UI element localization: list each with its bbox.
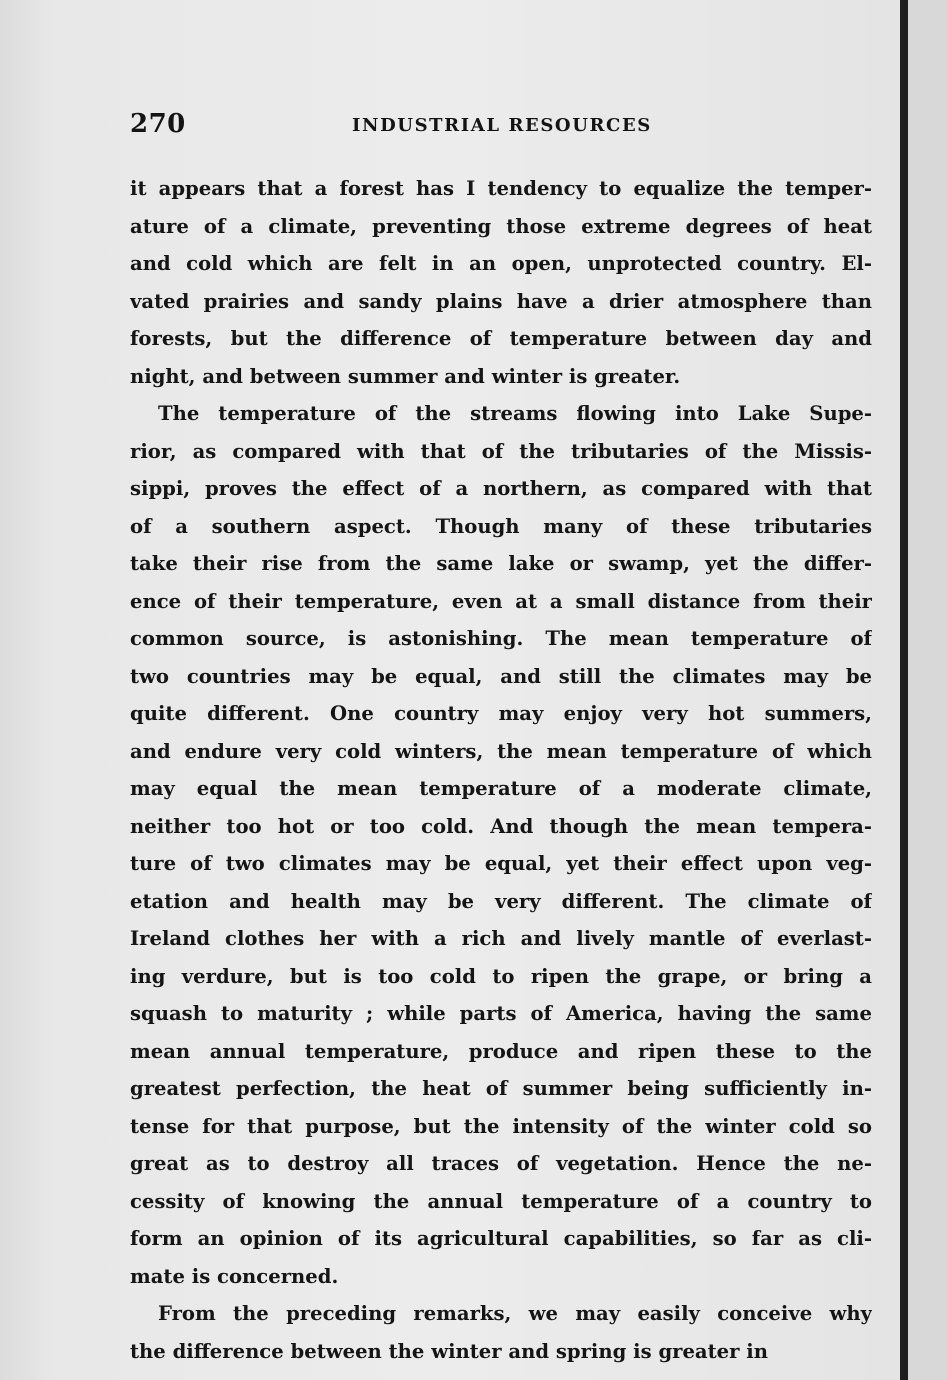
text-line: night, and between summer and winter is greater.	[130, 364, 681, 388]
text-line: squash to maturity ; while parts of America, having the same	[130, 1002, 872, 1025]
text-line: From the preceding remarks, we may easily conceive why	[158, 1302, 872, 1325]
text-line: neither too hot or too cold. And though the mean tempera-	[130, 814, 872, 838]
binding-shadow	[900, 0, 908, 1380]
text-line: it appears that a forest has I tendency to equalize the temper-	[130, 177, 872, 200]
text-line: and cold which are felt in an open, unprotected country. El-	[130, 252, 872, 275]
text-line: greatest perfection, the heat of summer being sufficiently in-	[130, 1077, 872, 1100]
text-line: Ireland clothes her with a rich and lively mantle of everlast-	[130, 927, 872, 950]
text-line: etation and health may be very different. The climate of	[130, 889, 872, 913]
text-line: vated prairies and sandy plains have a drier atmosphere than	[130, 289, 872, 313]
page-edge	[900, 0, 947, 1380]
text-line: ence of their temperature, even at a small distance from their	[130, 589, 872, 613]
text-line: and endure very cold winters, the mean temperature of which	[130, 739, 872, 763]
running-head: INDUSTRIAL RESOURCES	[352, 115, 652, 136]
text-line: ature of a climate, preventing those extreme degrees of heat	[130, 214, 872, 238]
text-line: The temperature of the streams flowing into Lake Supe-	[158, 402, 872, 425]
text-line: forests, but the difference of temperature between day and	[130, 327, 872, 350]
text-line: form an opinion of its agricultural capabilities, so far as cli-	[130, 1227, 872, 1250]
text-line: ing verdure, but is too cold to ripen the grape, or bring a	[130, 964, 872, 988]
text-line: mate is concerned.	[130, 1264, 339, 1288]
text-line: two countries may be equal, and still the climates may be	[130, 664, 872, 688]
text-line: sippi, proves the effect of a northern, as compared with that	[130, 477, 872, 500]
text-line: may equal the mean temperature of a moderate climate,	[130, 777, 872, 800]
page-number: 270	[130, 109, 186, 139]
text-line: great as to destroy all traces of vegetation. Hence the ne-	[130, 1152, 872, 1175]
text-line: tense for that purpose, but the intensity of the winter cold so	[130, 1114, 872, 1138]
text-line: rior, as compared with that of the tributaries of the Missis-	[130, 439, 872, 463]
text-line: ture of two climates may be equal, yet their effect upon veg-	[130, 852, 872, 875]
paragraph	[130, 170, 872, 395]
body-text	[130, 170, 872, 1370]
text-line: quite different. One country may enjoy very hot summers,	[130, 702, 872, 725]
text-line: take their rise from the same lake or swamp, yet the differ-	[130, 552, 872, 575]
text-line: cessity of knowing the annual temperature of a country to	[130, 1189, 872, 1213]
text-line: mean annual temperature, produce and ripen these to the	[130, 1039, 872, 1063]
text-line: of a southern aspect. Though many of these tributaries	[130, 514, 872, 538]
page-header	[130, 103, 870, 143]
text-line: the difference between the winter and spring is greater in	[130, 1339, 768, 1363]
text-line: common source, is astonishing. The mean temperature of	[130, 627, 872, 650]
paragraph	[130, 1295, 872, 1370]
paragraph	[130, 395, 872, 1295]
